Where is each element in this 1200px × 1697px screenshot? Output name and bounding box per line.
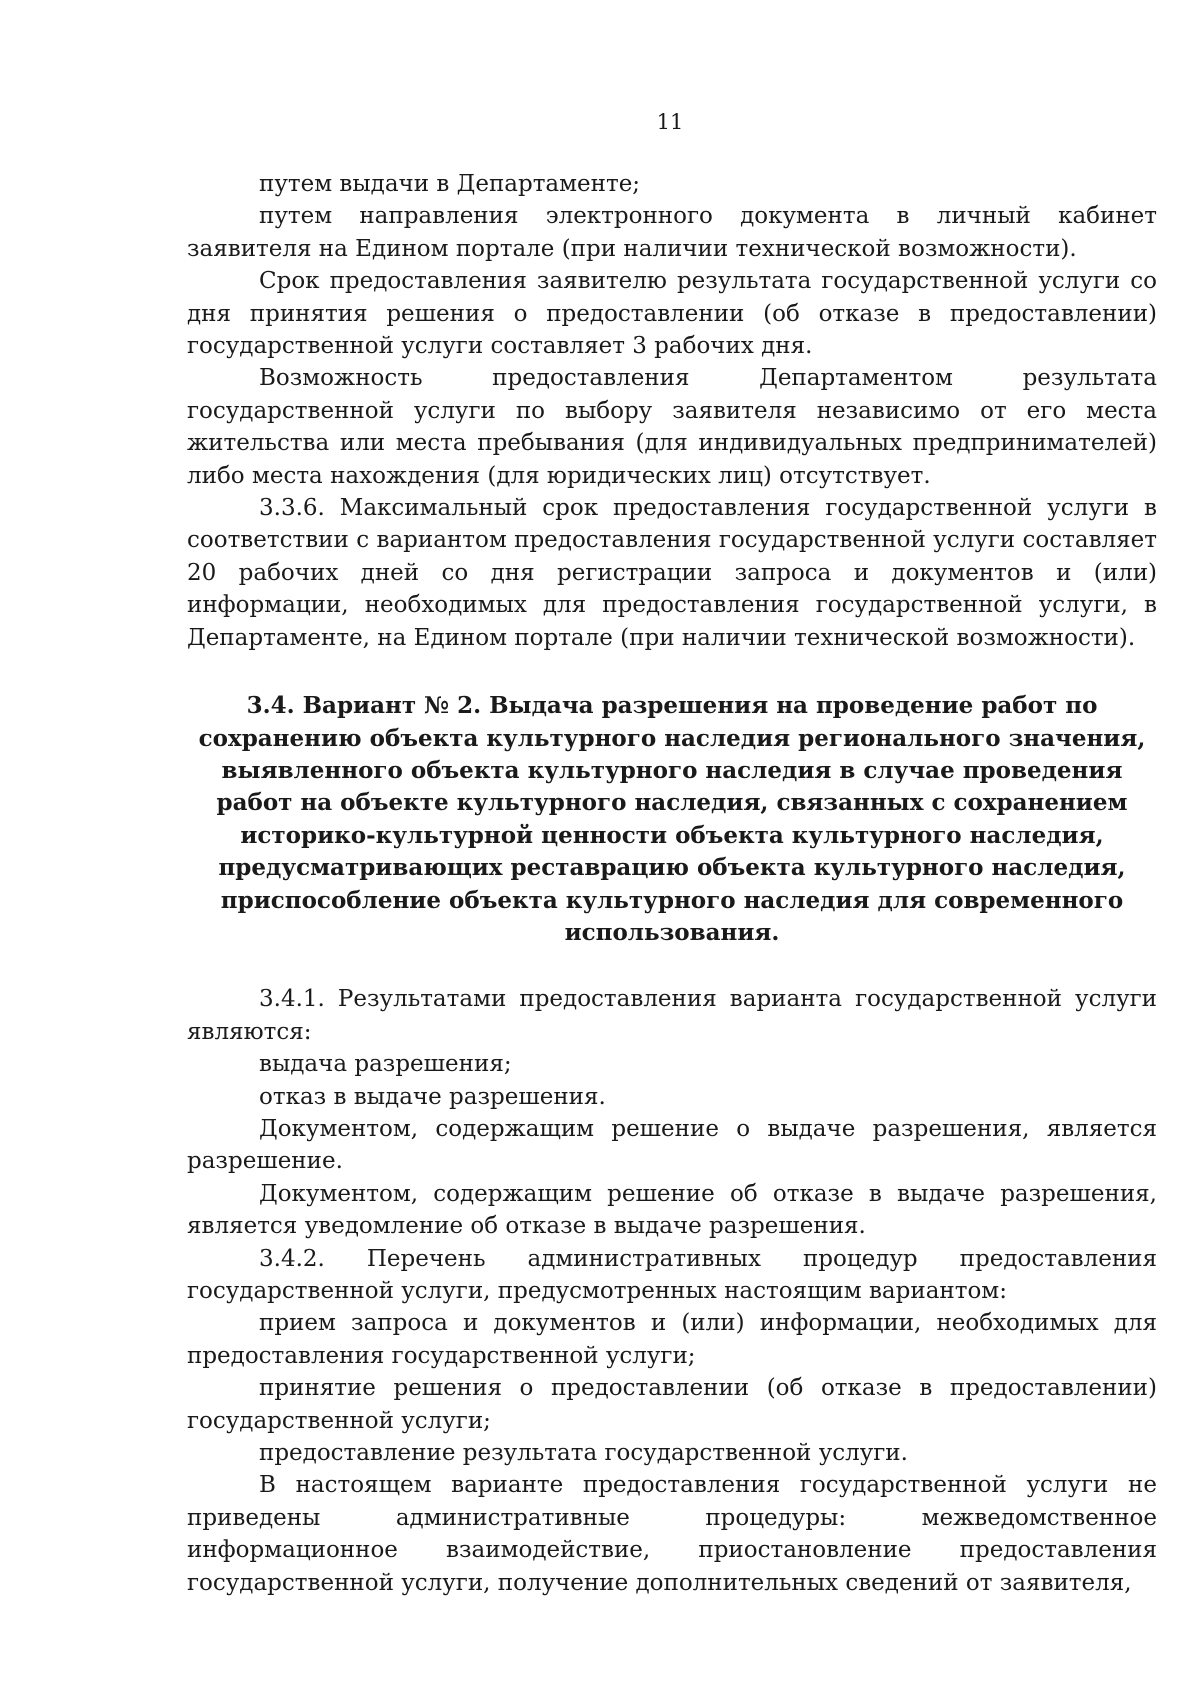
paragraph: выдача разрешения;	[259, 1051, 512, 1078]
paragraph: 3.4.1. Результатами предоставления варианта государственной услуги являются:	[187, 986, 1157, 1045]
paragraph: путем выдачи в Департаменте;	[259, 171, 641, 197]
paragraph: предоставление результата государственной услуги.	[259, 1440, 908, 1467]
paragraph: 3.3.6. Максимальный срок предоставления государственной услуги в соответствии с вариантом предоставления государственной услуги составляет 20 рабочих дней со дня регистрации запроса и документов и (или) информации, необходимых для предоставления государственной услуги, в Департаменте, на Едином портале (при наличии технической возможности).	[187, 495, 1157, 651]
paragraph: принятие решения о предоставлении (об отказе в предоставлении) государственной услуги;	[187, 1375, 1157, 1434]
paragraph: путем направления электронного документа в личный кабинет заявителя на Едином портале (при наличии технической возможности).	[187, 203, 1157, 262]
paragraph: 3.4.2. Перечень административных процедур предоставления государственной услуги, предусмотренных настоящим вариантом:	[187, 1245, 1157, 1304]
paragraph: Документом, содержащим решение о выдаче разрешения, является разрешение.	[187, 1115, 1157, 1175]
paragraph: отказ в выдаче разрешения.	[259, 1083, 606, 1110]
section-heading: 3.4. Вариант № 2. Выдача разрешения на проведение работ по сохранению объекта культурного наследия регионального значения, выявленного объекта культурного наследия в случае проведения работ на объекте культурного наследия, связанных с сохранением историко-культурной ценности объекта культурного наследия, предусматривающих реставрацию объекта культурного наследия, приспособление объекта культурного наследия для современного использования.	[198, 692, 1146, 946]
paragraph: В настоящем варианте предоставления государственной услуги не приведены административные процедуры: межведомственное информационное взаимодействие, приостановление предоставления государственной услуги, получение дополнительных сведений от заявителя,	[187, 1472, 1157, 1596]
paragraph: Документом, содержащим решение об отказе в выдаче разрешения, является уведомление об отказе в выдаче разрешения.	[187, 1180, 1157, 1240]
paragraph: Возможность предоставления Департаментом результата государственной услуги по выбору заявителя независимо от его места жительства или места пребывания (для индивидуальных предпринимателей) либо места нахождения (для юридических лиц) отсутствует.	[187, 365, 1157, 489]
document-body	[187, 168, 1157, 1599]
paragraph: Срок предоставления заявителю результата государственной услуги со дня принятия решения о предоставлении (об отказе в предоставлении) государственной услуги составляет 3 рабочих дня.	[187, 268, 1157, 360]
page-number: 11	[656, 110, 684, 134]
paragraph: прием запроса и документов и (или) информации, необходимых для предоставления государственной услуги;	[187, 1310, 1157, 1369]
